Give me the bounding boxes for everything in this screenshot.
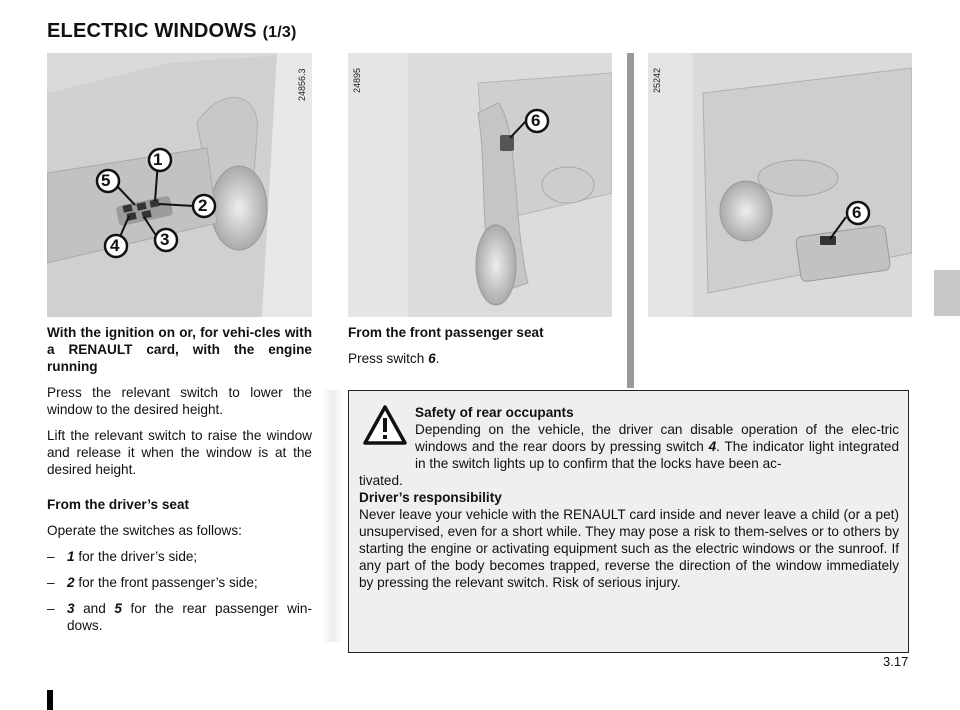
driver-responsibility-heading: Driver’s responsibility bbox=[359, 490, 502, 505]
rear-door-illustration bbox=[648, 53, 912, 317]
switch-list bbox=[47, 548, 312, 634]
left-text-column bbox=[47, 324, 312, 643]
passenger-seat-heading: From the front passenger seat bbox=[348, 325, 544, 340]
figure-ref-middle: 24895 bbox=[352, 67, 362, 93]
callout-2: 2 bbox=[198, 196, 208, 215]
callout-3: 3 bbox=[160, 230, 170, 249]
figure-passenger-door bbox=[348, 53, 612, 317]
figure-driver-door bbox=[47, 53, 312, 317]
driver-seat-heading: From the driver’s seat bbox=[47, 497, 190, 512]
lower-window-text: Press the relevant switch to lower the window to the desired height. bbox=[47, 385, 312, 417]
chapter-tab bbox=[934, 270, 960, 316]
footer-mark bbox=[47, 690, 53, 710]
raise-window-text: Lift the relevant switch to raise the window and release it when the window is at the desired height. bbox=[47, 428, 312, 477]
column-divider bbox=[627, 53, 634, 388]
rear-occupants-text-cont: tivated. bbox=[359, 473, 403, 488]
list-item: – 1 for the driver’s side; bbox=[47, 549, 198, 564]
safety-rear-heading: Safety of rear occupants bbox=[415, 405, 574, 420]
figure-ref-right: 25242 bbox=[652, 67, 662, 93]
press-switch-text: Press switch 6. bbox=[348, 351, 440, 366]
figure-rear-door bbox=[648, 53, 912, 317]
page-title-main: ELECTRIC WINDOWS bbox=[47, 20, 257, 42]
driver-door-illustration bbox=[47, 53, 312, 317]
operate-switches-text: Operate the switches as follows: bbox=[47, 523, 242, 538]
callout-4: 4 bbox=[110, 236, 120, 255]
ignition-heading: With the ignition on or, for vehi-cles with a RENAULT card, with the engine running bbox=[47, 325, 312, 374]
middle-text-column bbox=[348, 324, 612, 376]
warning-indented-block bbox=[415, 404, 899, 472]
page-number: 3.17 bbox=[883, 654, 909, 669]
figure-ref-left: 24856.3 bbox=[297, 68, 307, 101]
column-shadow bbox=[322, 390, 344, 642]
passenger-door-illustration bbox=[348, 53, 612, 317]
page-title bbox=[47, 20, 297, 43]
driver-responsibility-text: Never leave your vehicle with the RENAULT card inside and never leave a child (or a pet) unsupervised, even for a short while. They may pose a risk to them-selves or to others by starting the engine or activating equipment such as the electric windows or the sunroof. If any part of the body becomes trapped, reverse the direction of the window immediately by pressing the relevant switch. Risk of serious injury. bbox=[359, 507, 899, 590]
list-item: – 2 for the front passenger’s side; bbox=[47, 575, 258, 590]
list-item: – 3 and 5 for the rear passenger win-dows. bbox=[47, 601, 312, 633]
rear-occupants-text: Depending on the vehicle, the driver can disable operation of the elec-tric windows and the rear doors by pressing switch 4. The indicator light integrated in the switch lights up to confirm that the locks have been ac- bbox=[415, 422, 900, 471]
page-title-suffix: (1/3) bbox=[262, 24, 297, 41]
warning-text bbox=[359, 404, 899, 591]
safety-warning-box bbox=[348, 390, 909, 653]
callout-6-middle: 6 bbox=[531, 111, 541, 130]
callout-1: 1 bbox=[153, 150, 163, 169]
callout-5: 5 bbox=[101, 171, 111, 190]
callout-6-right: 6 bbox=[852, 203, 862, 222]
